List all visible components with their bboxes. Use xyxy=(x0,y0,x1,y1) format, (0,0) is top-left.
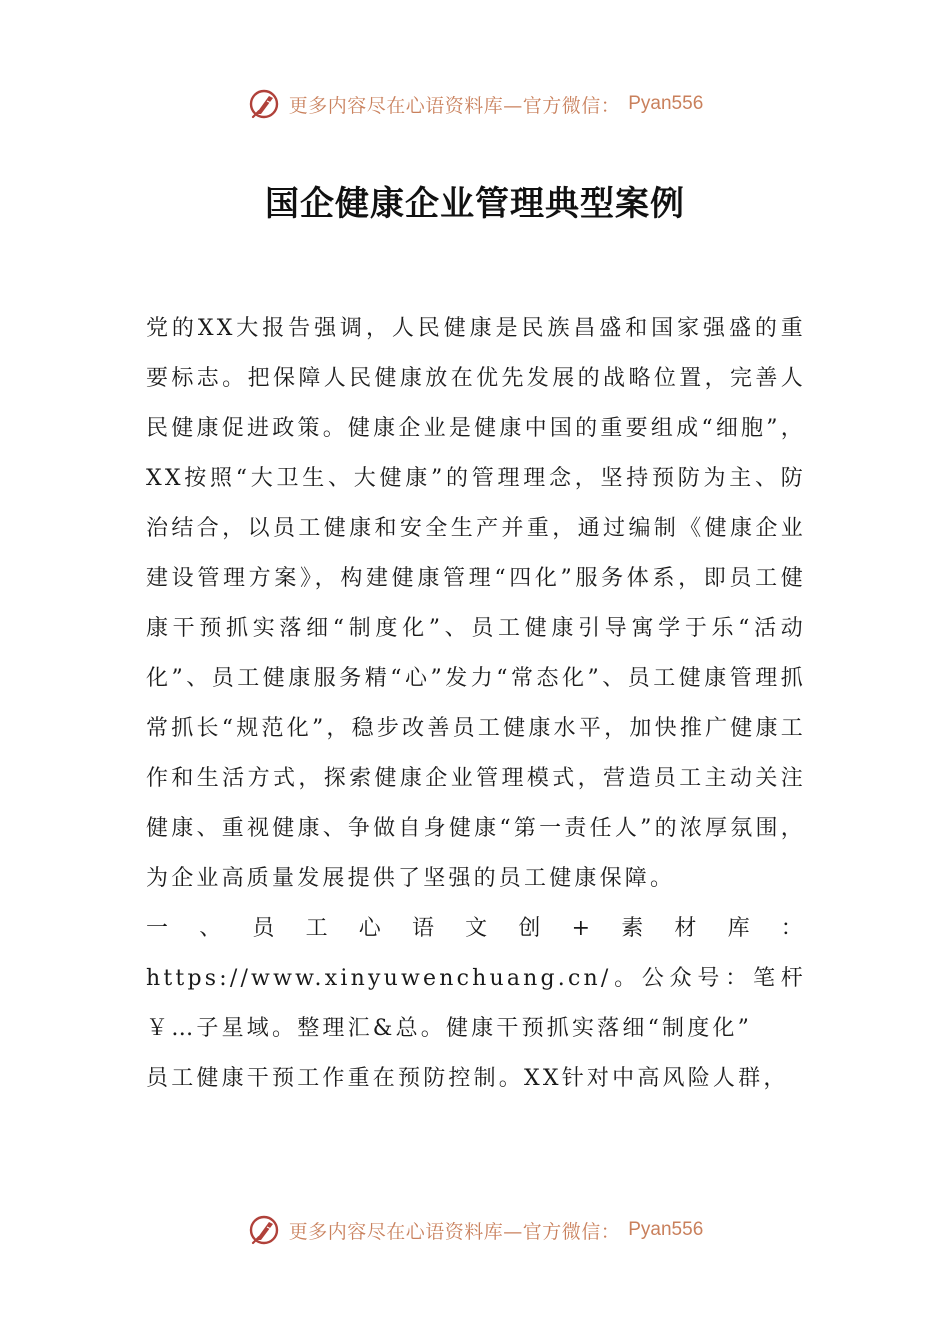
paragraph-intro: 党的XX大报告强调，人民健康是民族昌盛和国家强盛的重要标志。把保障人民健康放在优先发展的战略位置，完善人民健康促进政策。健康企业是健康中国的重要组成“细胞”，XX按照“大卫生、大健康”的管理理念，坚持预防为主、防治结合，以员工健康和安全生产并重，通过编制《健康企业建设管理方案》，构建健康管理“四化”服务体系，即员工健康干预抓实落细“制度化”、员工健康引导寓学于乐“活动化”、员工健康服务精“心”发力“常态化”、员工健康管理抓常抓长“规范化”，稳步改善员工健康水平，加快推广健康工作和生活方式，探索健康企业管理模式，营造员工主动关注健康、重视健康、争做自身健康“第一责任人”的浓厚氛围，为企业高质量发展提供了坚强的员工健康保障。 xyxy=(146,316,806,891)
paragraph-section-heading: 一、员工心语文创+素材库：https://www.xinyuwenchuang.cn/。公众号：笔杆￥…子星域。整理汇&总。健康干预抓实落细“制度化” xyxy=(146,916,806,1041)
banner-text: 更多内容尽在心语资料库—官方微信： xyxy=(288,1220,621,1243)
banner-wechat-id: Pyan556 xyxy=(628,93,704,114)
paragraph-section-body: 员工健康干预工作重在预防控制。XX针对中高风险人群， xyxy=(146,1066,789,1091)
footer-watermark-banner xyxy=(0,1210,950,1250)
banner-wechat-id: Pyan556 xyxy=(628,1219,704,1240)
quill-pen-logo-icon xyxy=(247,87,281,121)
banner-text: 更多内容尽在心语资料库—官方微信： xyxy=(288,94,621,117)
document-title: 国企健康企业管理典型案例 xyxy=(265,184,685,224)
document-body xyxy=(146,304,806,1104)
header-watermark-banner xyxy=(0,84,950,124)
quill-pen-logo-icon xyxy=(247,1213,281,1247)
